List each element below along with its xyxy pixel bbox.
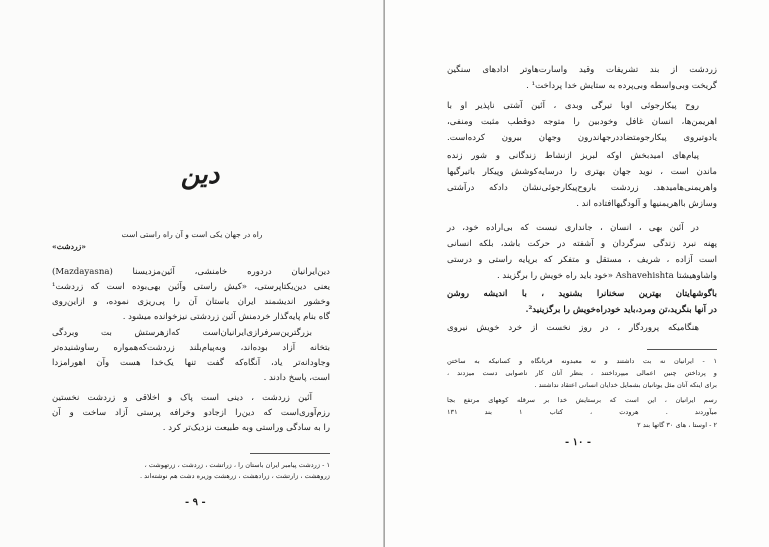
body-line: پهنه نبرد زندگی سرگردان و آشفته در حرکت باشد، بلکه انسانی [447,239,717,249]
footnote-line: برای اینکه آنان مثل یونانیان بشمایل خدایان انسانی اعتقاد نداشتند . [534,381,717,389]
chapter-title: دین [180,160,220,190]
body-line: یعنی دین‌یکتاپرستی، «کیش راستی وآئین بهی‌بوده است‌ که زردشت¹ [52,282,330,292]
body-line-quote: در آنها بنگرید،تن ومرد،باید خودراه‌خویش را برگزینید². [525,305,717,315]
body-line: روح پیکارجوئی اوبا تیرگی وبدی ، آئین آشتی ناپذیر او با [447,101,699,111]
footnote-line: ١ - ایرانیان نه بت داشتند و نه معبدونه قربانگاه و کسانیکه به ساختن [447,357,717,365]
body-line: بزرگترین‌سرفرازی‌ایرانیان‌است که‌ازهرستش بت وبردگی [52,328,312,338]
footnote-line: و پرداختن چنین اعمالی میپرداختند ، بنظر آنان کار ناصوابی دست میزدند ، [447,369,717,377]
footnote-line: ١ - زردشت پیامبر ایران باستان را ، زراتشت ، زردشت ، زرتهوشت ، [144,461,330,469]
body-line: اهریمن‌ها، انسان غافل وخودبین را متوجه دوقطب مثبت ومنفی، [447,117,717,127]
body-line: است، پاسخ دادند . [263,373,330,383]
body-line: یادوتیروی پیکارجومتضاددرجهاندرون وجهان بیرون کرده‌است. [447,133,717,143]
body-line: آئین زردشت ، دینی است پاک و اخلاقی و زردشت نخستین [52,393,312,403]
footnote-line: رسم ایرانیان ، این است که برستایش خدا بر سرقله کوههای مرتفع بجا [447,396,717,404]
footnote-rule [250,453,330,454]
body-line: هنگامیکه پروردگار ، در روز نخست از خرد خویش نیروی [447,323,699,333]
page-number: - ٩ - [185,497,206,508]
left-page [0,0,384,547]
body-line-quote: باگوشهایتان بهترین سخنانرا بشنوید ، با اندیشه روشن [447,289,717,299]
right-page [385,0,769,547]
body-line: دین‌ایرانیان دردوره‌ خامنشی، آئین‌مزدیسنا (Mazdayasna) [52,267,330,277]
body-line: وسازش بااهریمنیها و آلودگیها‌افتاده اند . [576,199,717,209]
footnote-line: میآوردند . هرودت ، کتاب ١ بند ١٣١ [447,408,718,416]
body-line: است آزاده ، شریف ، مستقل و متفکر که برپایه راستی و درستی [447,255,717,265]
epigraph: راه در جهان یکی است و آن راه راستی است [121,230,263,239]
body-line: وخشور اندیشمند ایران باستان آن را پی‌ریزی نموده‌، و ازاین‌روی [52,297,330,307]
epigraph-source: «زردشت» [52,242,87,251]
body-line: گاه بنام پایه‌گذار خردمنش آئین زردشتی نیزخوانده میشود . [122,312,330,322]
body-line: واهریمنی‌هامیدهد. زردشت باروح‌پیکارجوئی‌نشان داد‌که‌ درآشتی [447,183,717,193]
body-line: را به سادگی وراستی وبه طبیعت نزدیک‌تر کرد . [162,423,330,433]
body-line: زردشت از بند تشریفات وقید واسارت‌هاوتر ادادهای سنگین [447,65,717,75]
body-line: وجاودانه‌تر یاد، آنگاه‌که گفت تنها یک‌خدا هست وآن اهورامزدا [52,358,330,368]
page-number: - ١٠ - [565,437,592,448]
footnote-line: زروهشت ، زارتشت ، زرادهشت ، زرهشت وزیره دشت هم نوشته‌اند . [139,472,330,480]
body-line: بتخانه آزاد بوده‌اند، وبه‌پیام‌بلند زردشت‌که‌همواره رسا‌وشنیده‌تر [52,343,330,353]
body-line: گریخت وبی‌واسطه وبی‌پرده به ستایش خدا پرداخت¹ . [526,81,717,91]
body-line: ماندن است ، نوید جهان بهتری را درسایه‌کوشش وپیکار باتیرگیها [447,167,717,177]
body-line: واشاوهیشتا Ashavehishta «خود باید راه خویش را برگزیند . [496,271,717,281]
body-line: رزم‌آوری‌است که دین‌را ازجادو وخرافه پرستی آزاد ساخت و آن [52,408,330,418]
footnote-line: ٢ - اوستا ، های ٣٠ گاتها بند ٢ [637,421,717,429]
body-line: در آئین بهی ، انسان ، جانداری نیست که بی‌اراده خود، در [447,223,699,233]
body-line: پیام‌های امیدبخش اوکه لبریز ازنشاط زندگانی و شور زنده [447,151,699,161]
footnote-rule [647,349,717,350]
